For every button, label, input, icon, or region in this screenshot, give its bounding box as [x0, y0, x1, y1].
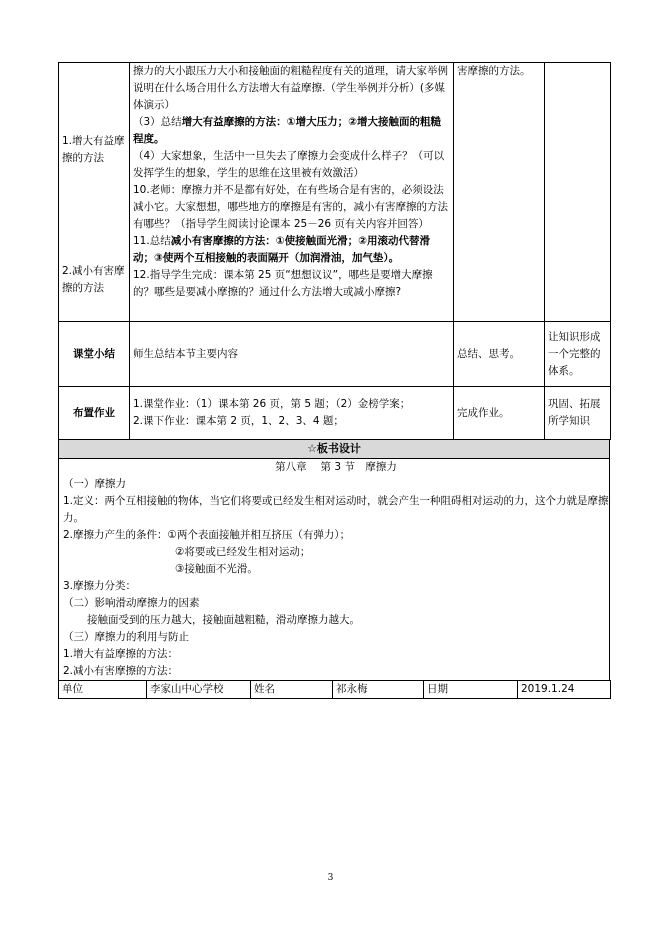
- board-line-6: 3.摩擦力分类：: [63, 580, 137, 592]
- board-line-4: ②将要或已经发生相对运动；: [175, 546, 311, 558]
- board-line-3: 2.摩擦力产生的条件：①两个表面接触并相互挤压（有弹力）；: [63, 529, 351, 541]
- signature-table: [58, 680, 611, 699]
- homework-intent: 巩固、拓展所学知识: [545, 387, 611, 440]
- label-increase-friction: 1.增大有益摩擦的方法: [62, 135, 125, 164]
- board-design-body: [58, 459, 610, 680]
- summary-label: 课堂小结: [59, 322, 130, 387]
- process-label-cell: [59, 63, 130, 322]
- page-number: 3: [327, 873, 334, 883]
- board-line-11: 2.减小有害摩擦的方法：: [63, 665, 179, 677]
- name-value: 祁永梅: [333, 681, 424, 699]
- homework-line-2: 2.课下作业：课本第 2 页，1、2、3、4 题；: [133, 415, 344, 427]
- unit-label: 单位: [59, 681, 147, 699]
- intent-cell-empty: [545, 63, 611, 322]
- activity-line-3: （4）大家想象，生活中一旦失去了摩擦力会变成什么样子？（可以发挥学生的想象，学生的思维在这里被有效激活）: [133, 150, 445, 179]
- activity-line-6: 12.指导学生完成：课本第 25 页“想想议议”，哪些是要增大摩擦的？哪些是要减小摩擦的？通过什么方法增大或减小摩擦?: [133, 269, 433, 298]
- board-line-8: 接触面受到的压力越大，接触面越粗糙，滑动摩擦力越大。: [87, 614, 360, 626]
- homework-line-1: 1.课堂作业：（1）课本第 26 页，第 5 题；（2）金榜学案；: [133, 398, 411, 410]
- date-label: 日期: [424, 681, 518, 699]
- teacher-activity-cell: [130, 63, 454, 322]
- board-line-9: （三）摩擦力的利用与防止: [63, 631, 189, 643]
- lesson-plan-sheet: [58, 62, 610, 699]
- board-line-10: 1.增大有益摩擦的方法：: [63, 648, 179, 660]
- board-line-2: 1.定义：两个互相接触的物体，当它们将要或已经发生相对运动时，就会产生一种阻碍相对运动的力，这个力就是摩擦力。: [63, 495, 609, 524]
- signature-row: [59, 681, 611, 699]
- teaching-process-row: [59, 63, 611, 322]
- homework-student: 完成作业。: [454, 387, 545, 440]
- summary-row: [59, 322, 611, 387]
- board-line-1: （一）摩擦力: [63, 478, 126, 490]
- activity-line-4: 10.老师：摩擦力并不是都有好处，在有些场合是有害的，必须设法减小它。大家想想，哪些地方的摩擦是有害的，减小有害摩擦的方法有哪些？（指导学生阅读讨论课本 25－26 页有关内容并回答）: [133, 184, 448, 230]
- homework-row: [59, 387, 611, 440]
- unit-value: 李家山中心学校: [147, 681, 251, 699]
- activity-line-1: 擦力的大小跟压力大小和接触面的粗糙程度有关的道理，请大家举例说明在什么场合用什么方法增大有益摩擦.（学生举例并分析）(多媒体演示）: [133, 65, 448, 111]
- label-decrease-friction: 2.减小有害摩擦的方法: [62, 265, 125, 294]
- student-activity-cell: 害摩擦的方法。: [454, 63, 545, 322]
- name-label: 姓名: [251, 681, 333, 699]
- board-design-title: ☆板书设计: [58, 440, 610, 459]
- date-value: 2019.1.24: [518, 681, 611, 699]
- board-heading: 第八章 第 3 节 摩擦力: [275, 461, 397, 473]
- board-line-5: ③接触面不光滑。: [175, 563, 258, 575]
- homework-label: 布置作业: [59, 387, 130, 440]
- summary-intent: 让知识形成一个完整的体系。: [545, 322, 611, 387]
- activity-line-2: （3）总结增大有益摩擦的方法：①增大压力；②增大接触面的粗糙程度。: [133, 116, 441, 145]
- activity-line-5: 11.总结减小有害摩擦的方法：①使接触面光滑；②用滚动代替滑动；③使两个互相接触的表面隔开（加润滑油，加气垫）。: [133, 235, 430, 264]
- summary-student: 总结、思考。: [454, 322, 545, 387]
- homework-content: [130, 387, 454, 440]
- lesson-table: [58, 62, 611, 440]
- summary-content: 师生总结本节主要内容: [130, 322, 454, 387]
- board-line-7: （二）影响滑动摩擦力的因素: [63, 597, 200, 609]
